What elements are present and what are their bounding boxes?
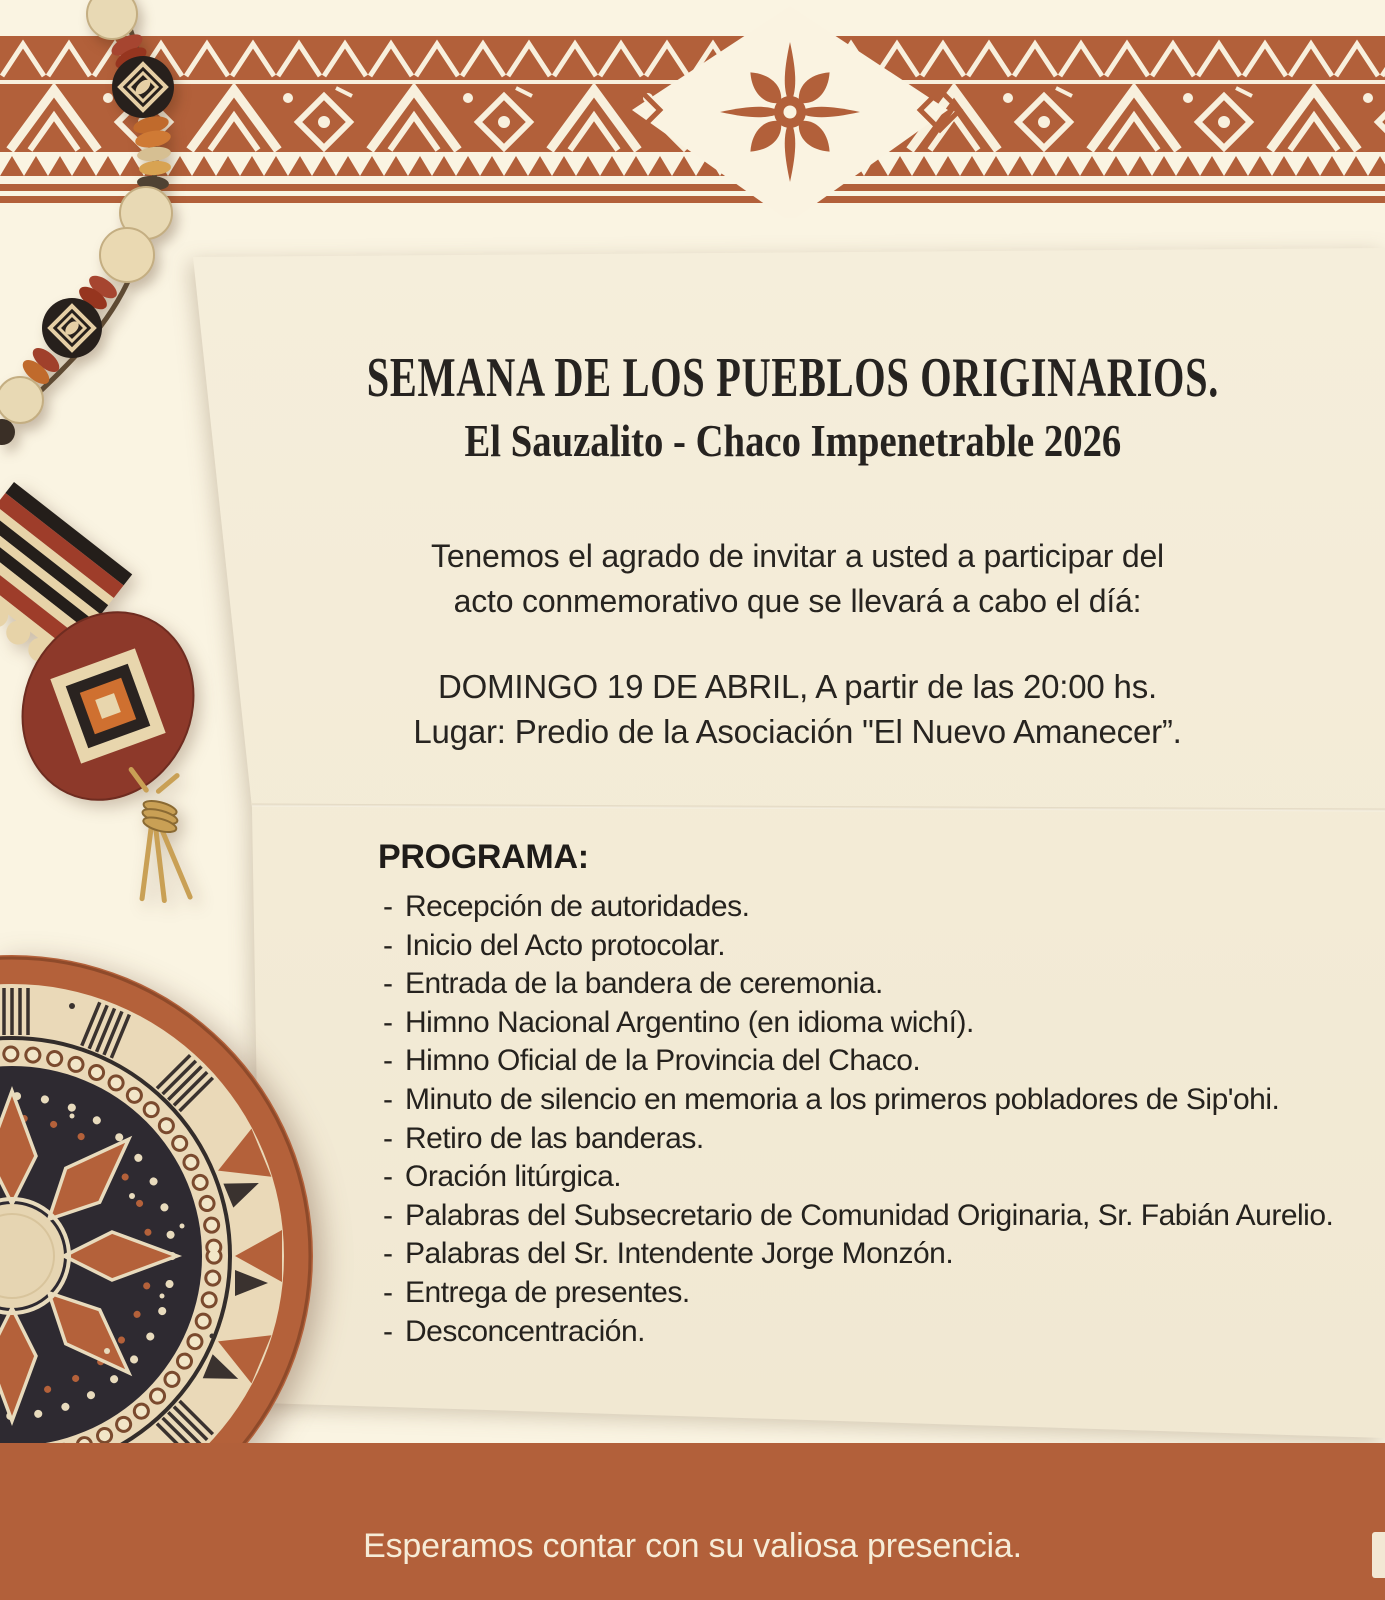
invitation-line: acto conmemorativo que se llevará a cabo el díá:: [453, 583, 1142, 619]
program-item-label: Desconcentración.: [405, 1314, 645, 1348]
program-item: [378, 1274, 1333, 1313]
subtitle-text: El Sauzalito - Chaco Impenetrable 2026: [464, 416, 1121, 466]
program-item-bullet: -: [383, 1005, 393, 1039]
woven-gourd-pendant-icon: [0, 478, 250, 928]
program-item-label: Oración litúrgica.: [405, 1160, 622, 1194]
footer-band: [0, 1443, 1385, 1600]
program-item-bullet: -: [383, 890, 393, 923]
event-place-line: Lugar: Predio de la Asociación "El Nuevo Amanecer”.: [413, 713, 1182, 750]
program-item-bullet: -: [383, 967, 393, 1001]
program-item: [378, 1042, 1333, 1081]
program-section: [378, 838, 1333, 1351]
program-item-bullet: -: [383, 1044, 393, 1078]
program-item-label: Inicio del Acto protocolar.: [405, 928, 726, 962]
program-item-label: Palabras del Sr. Intendente Jorge Monzón.: [405, 1237, 954, 1271]
footer-message: Esperamos contar con su valiosa presencia.: [363, 1527, 1022, 1565]
program-item-label: Himno Oficial de la Provincia del Chaco.: [405, 1044, 921, 1078]
invitation-paragraph: [205, 534, 1385, 624]
program-item-label: Recepción de autoridades.: [405, 890, 750, 923]
program-item: [378, 927, 1333, 966]
bead-necklace-icon: [0, 0, 220, 558]
page-title: [200, 348, 1385, 408]
program-item: [378, 888, 1333, 927]
program-item-label: Himno Nacional Argentino (en idioma wichí).: [405, 1005, 974, 1039]
event-date-line: DOMINGO 19 DE ABRIL, A partir de las 20:00 hs.: [438, 668, 1157, 705]
program-item-bullet: -: [383, 1082, 393, 1116]
program-item: [378, 1120, 1333, 1159]
program-item: [378, 1081, 1333, 1120]
program-list: [378, 888, 1333, 1351]
program-item-label: Palabras del Subsecretario de Comunidad Originaria, Sr. Fabián Aurelio.: [405, 1198, 1334, 1232]
title-text: SEMANA DE LOS PUEBLOS ORIGINARIOS.: [366, 347, 1219, 409]
paper-fragment: [1372, 1532, 1385, 1578]
program-item-bullet: -: [383, 1160, 393, 1194]
program-item: [378, 1235, 1333, 1274]
program-item-label: Retiro de las banderas.: [405, 1121, 704, 1155]
program-item: [378, 1004, 1333, 1043]
event-details: [205, 664, 1385, 754]
program-item-label: Minuto de silencio en memoria a los primeros pobladores de Sip'ohi.: [405, 1082, 1280, 1116]
program-item-bullet: -: [383, 1314, 393, 1348]
program-item-label: Entrega de presentes.: [405, 1275, 690, 1309]
program-item: [378, 965, 1333, 1004]
invitation-line: Tenemos el agrado de invitar a usted a participar del: [431, 538, 1164, 574]
program-item-bullet: -: [383, 1198, 393, 1232]
program-heading: PROGRAMA:: [378, 838, 589, 876]
program-item-bullet: -: [383, 1275, 393, 1309]
program-item: [378, 1197, 1333, 1236]
program-item-label: Entrada de la bandera de ceremonia.: [405, 967, 883, 1001]
program-item-bullet: -: [383, 1121, 393, 1155]
program-item-bullet: -: [383, 1237, 393, 1271]
program-item-bullet: -: [383, 928, 393, 962]
page-subtitle: [200, 416, 1385, 466]
program-item: [378, 1313, 1333, 1352]
program-item: [378, 1158, 1333, 1197]
